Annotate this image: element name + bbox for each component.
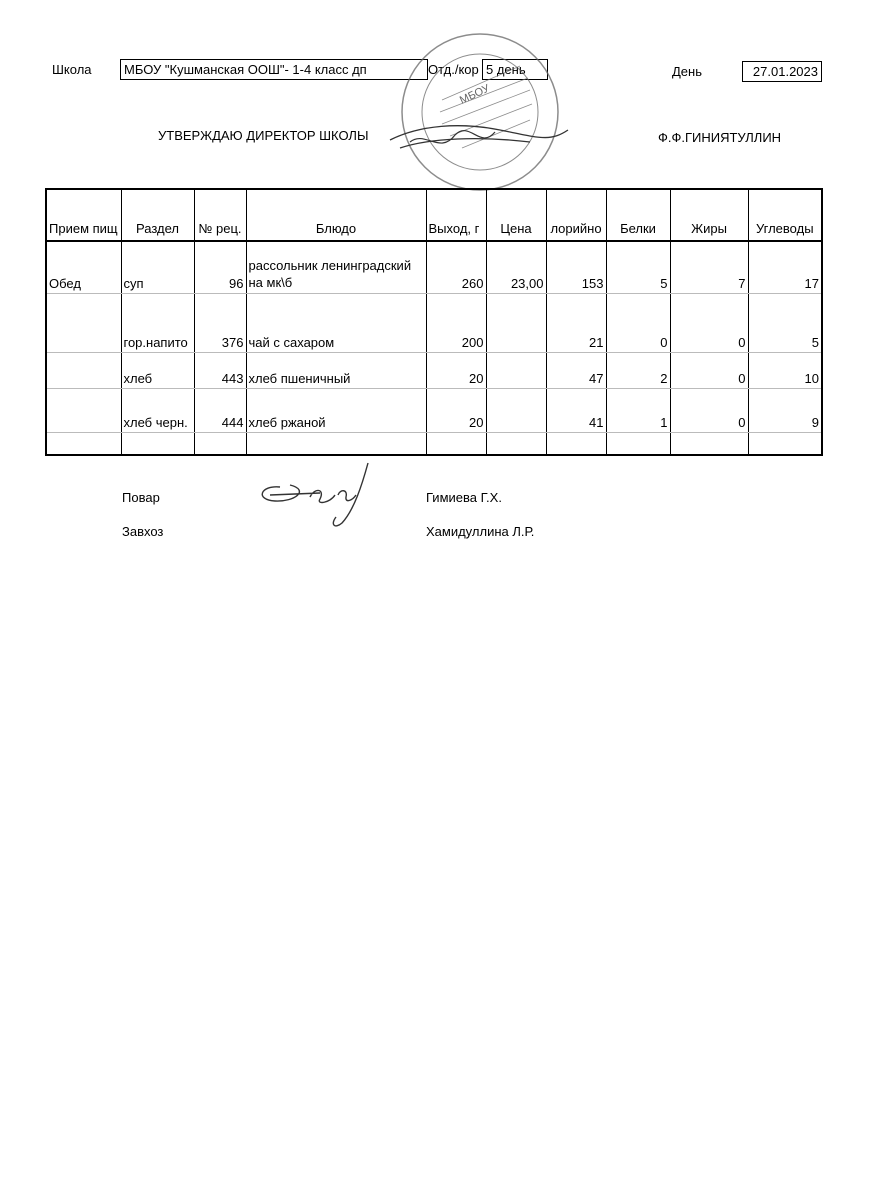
approve-text: УТВЕРЖДАЮ ДИРЕКТОР ШКОЛЫ [158, 128, 369, 143]
school-label: Школа [52, 62, 92, 77]
cell-kcal: 21 [546, 294, 606, 352]
cook-signature-icon [250, 455, 380, 530]
cell-section: хлеб [121, 352, 194, 388]
school-name-field: МБОУ "Кушманская ООШ"- 1-4 класс дп [120, 59, 428, 80]
storekeeper-name: Хамидуллина Л.Р. [426, 524, 535, 539]
day-label: День [672, 64, 702, 79]
cell-meal [46, 294, 121, 352]
cook-label: Повар [122, 490, 160, 505]
cell-protein: 2 [606, 352, 670, 388]
header-protein: Белки [606, 189, 670, 241]
cell-recipe: 96 [194, 241, 246, 293]
cell-portion: 200 [426, 294, 486, 352]
cell-recipe: 444 [194, 388, 246, 432]
header-section: Раздел [121, 189, 194, 241]
cell-dish: хлеб пшеничный [246, 352, 426, 388]
cell-section: хлеб черн. [121, 388, 194, 432]
cell-meal [46, 352, 121, 388]
header-price: Цена [486, 189, 546, 241]
cell-dish: чай с сахаром [246, 294, 426, 352]
cook-name: Гимиева Г.Х. [426, 490, 502, 505]
header-carbs: Углеводы [748, 189, 822, 241]
table-row [46, 241, 822, 293]
school-stamp-icon [380, 30, 570, 200]
day-number-field: 5 день [482, 59, 548, 80]
cell-meal: Обед [46, 241, 121, 293]
cell-protein: 5 [606, 241, 670, 293]
cell-dish: рассольник ленинградский на мк\б [246, 241, 426, 293]
cell-portion: 20 [426, 352, 486, 388]
cell-protein: 1 [606, 388, 670, 432]
cell-section: суп [121, 241, 194, 293]
cell-portion: 260 [426, 241, 486, 293]
cell-price [486, 388, 546, 432]
date-field: 27.01.2023 [742, 61, 822, 82]
cell-carbs: 5 [748, 294, 822, 352]
cell-carbs: 9 [748, 388, 822, 432]
cell-fat: 7 [670, 241, 748, 293]
cell-kcal: 153 [546, 241, 606, 293]
table-empty-row [46, 433, 822, 455]
table-row [46, 352, 822, 388]
header-kcal: лорийно [546, 189, 606, 241]
cell-carbs: 10 [748, 352, 822, 388]
cell-kcal: 41 [546, 388, 606, 432]
cell-section: гор.напито [121, 294, 194, 352]
header-recipe: № рец. [194, 189, 246, 241]
director-name: Ф.Ф.ГИНИЯТУЛЛИН [658, 130, 782, 145]
cell-dish: хлеб ржаной [246, 388, 426, 432]
header-fat: Жиры [670, 189, 748, 241]
cell-kcal: 47 [546, 352, 606, 388]
header-meal: Прием пищ [46, 189, 121, 241]
cell-portion: 20 [426, 388, 486, 432]
header-portion: Выход, г [426, 189, 486, 241]
header-dish: Блюдо [246, 189, 426, 241]
cell-recipe: 443 [194, 352, 246, 388]
cell-protein: 0 [606, 294, 670, 352]
table-row [46, 388, 822, 432]
menu-table [45, 188, 823, 456]
cell-price: 23,00 [486, 241, 546, 293]
table-header-row [46, 189, 822, 241]
cell-recipe: 376 [194, 294, 246, 352]
stamp-text: МБОУ [457, 82, 492, 107]
cell-fat: 0 [670, 294, 748, 352]
cell-price [486, 294, 546, 352]
storekeeper-label: Завхоз [122, 524, 164, 539]
table-row [46, 294, 822, 352]
dept-label: Отд./кор [428, 62, 479, 77]
cell-fat: 0 [670, 352, 748, 388]
cell-meal [46, 388, 121, 432]
cell-fat: 0 [670, 388, 748, 432]
cell-carbs: 17 [748, 241, 822, 293]
cell-price [486, 352, 546, 388]
